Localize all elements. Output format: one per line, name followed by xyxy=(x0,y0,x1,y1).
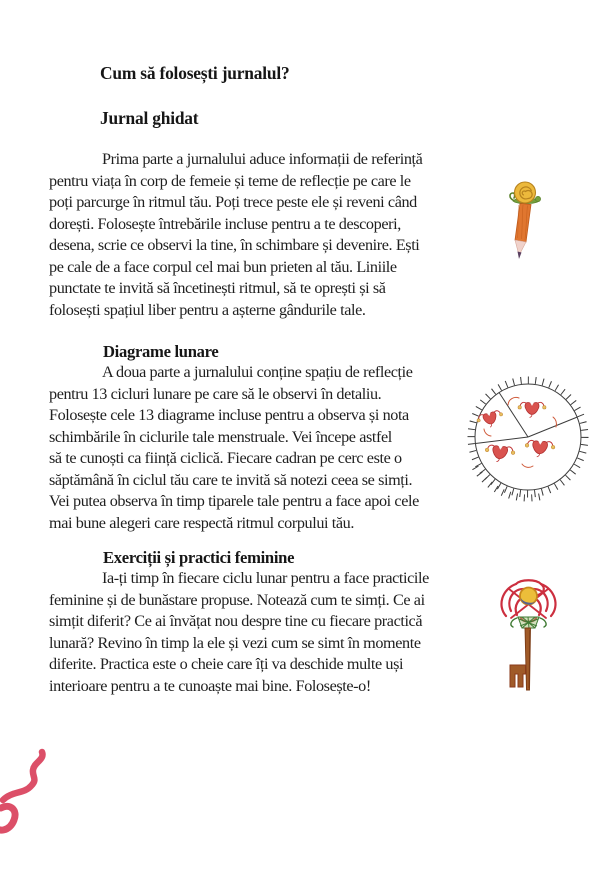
text-line: lunară? Revino în timp la ele și vezi cum se simt în momente xyxy=(49,633,421,652)
text-line: mai bune alegeri care respectă ritmul corpului tău. xyxy=(49,513,355,532)
text-line: pentru 13 cicluri lunare pe care să le observi în detaliu. xyxy=(49,384,382,403)
pencil-icon xyxy=(515,204,531,260)
section-heading-exercitii-practici: Exerciții și practici feminine xyxy=(103,548,295,567)
text-line: poți parcurge în ritmul tău. Poți trece peste ele și reveni când xyxy=(49,193,417,211)
key-shaft xyxy=(525,628,531,690)
text-line: săptămână în ciclul tău care te invită să notezi ceea se simți. xyxy=(49,470,413,489)
text-line: Prima parte a jurnalului aduce informații de referință xyxy=(102,150,423,168)
paragraph-guided-journal xyxy=(49,149,422,321)
text-line: pentru viața în corp de femeie și teme de reflecție pe care le xyxy=(49,171,411,190)
text-line: să te cunoști ca ființă ciclică. Fiecare cadran pe cerc este o xyxy=(49,449,402,467)
text-line: dorești. Folosește întrebările incluse pentru a te descoperi, xyxy=(49,214,401,233)
text-line: A doua parte a jurnalului conține spațiu de reflecție xyxy=(102,363,413,381)
paragraph-diagrame-lunare xyxy=(49,362,419,534)
text-line: punctate te invită să încetinești ritmul, să te oprești și să xyxy=(49,279,386,297)
key-illustration xyxy=(494,576,564,711)
text-line: desena, scrie ce observi la tine, în schimbare și devenire. Ești xyxy=(49,236,420,254)
pink-squiggle-illustration xyxy=(0,744,55,839)
key-moon-medallion xyxy=(520,588,537,605)
text-line: simțit diferit? Ce ai învățat nou despre tine cu fiecare practică xyxy=(49,612,423,630)
text-line: Folosește cele 13 diagrame incluse pentru a observa și nota xyxy=(49,406,409,424)
snail-topper-icon xyxy=(510,182,541,204)
cycle-diagram-illustration xyxy=(458,375,598,505)
page-subtitle: Jurnal ghidat xyxy=(100,108,199,128)
text-line: feminine și de bunăstare propuse. Notează cum te simți. Ce ai xyxy=(49,590,425,609)
section-heading-diagrame-lunare: Diagrame lunare xyxy=(103,342,219,361)
page-title: Cum să folosești jurnalul? xyxy=(100,63,290,83)
text-line: interioare pentru a te cunoaște mai bine. Folosește-o! xyxy=(49,676,371,695)
text-line: Vei putea observa în timp tiparele tale pentru a face apoi cele xyxy=(49,492,419,510)
text-line: schimbările în ciclurile tale menstruale. Vei începe astfel xyxy=(49,427,392,446)
text-line: folosești spațiul liber pentru a așterne gândurile tale. xyxy=(49,300,366,319)
pencil-snail-illustration xyxy=(498,176,558,266)
text-line: diferite. Practica este o cheie care îți va deschide multe uși xyxy=(49,655,404,673)
key-bit xyxy=(510,665,526,687)
text-line: pe cale de a face corpul cel mai bun prieten al tău. Liniile xyxy=(49,257,397,276)
paragraph-exercitii-practici xyxy=(49,568,429,697)
key-leaf-collar xyxy=(511,617,546,628)
text-line: Ia-ți timp în fiecare ciclu lunar pentru a face practicile xyxy=(102,569,429,587)
